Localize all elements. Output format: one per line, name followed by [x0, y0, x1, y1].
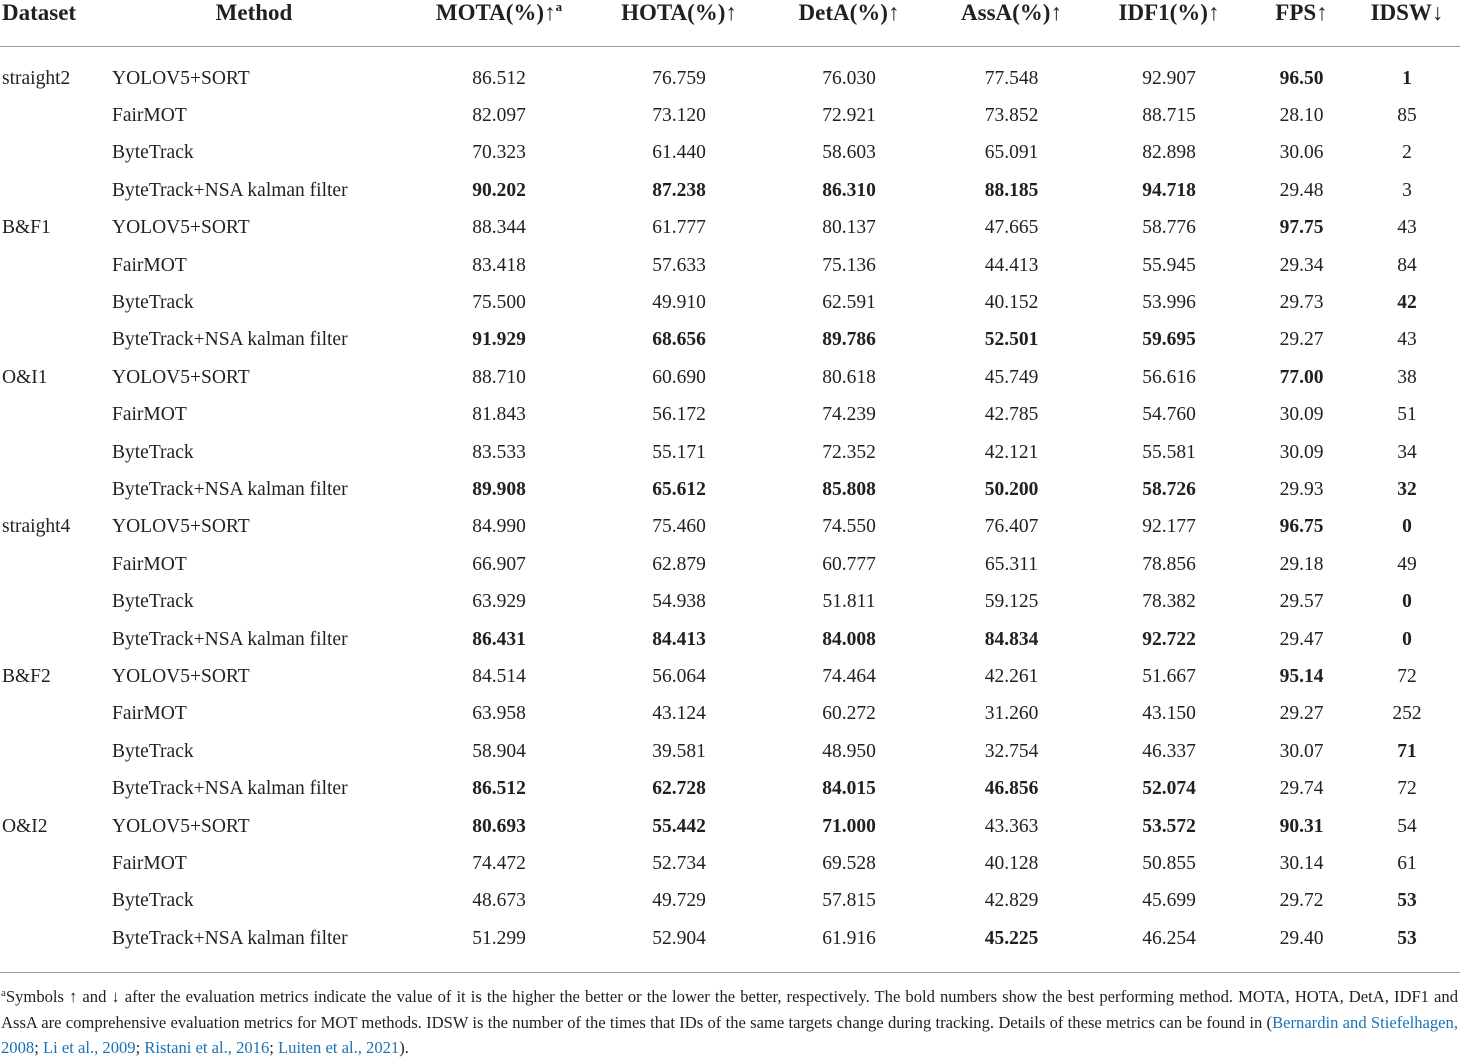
cell-method: ByteTrack	[112, 591, 194, 613]
cell-method: YOLOV5+SORT	[112, 665, 250, 687]
cell-idsw: 72	[1397, 778, 1417, 800]
cell-dataset	[0, 583, 104, 620]
cell-assa: 50.200	[984, 478, 1039, 500]
cell-deta: 80.137	[822, 217, 876, 239]
cell-idf1: 56.616	[1142, 366, 1196, 388]
cell-method: ByteTrack+NSA kalman filter	[112, 927, 348, 949]
table-row	[0, 172, 1460, 209]
citation-link-bernardin[interactable]: Bernardin and Stiefelhagen, 2008	[1, 1012, 1458, 1057]
cell-hota: 43.124	[652, 703, 706, 725]
header-dataset: Dataset	[2, 0, 77, 25]
cell-mota: 75.500	[472, 292, 526, 314]
cell-mota: 81.843	[472, 404, 526, 426]
cell-idf1: 53.996	[1142, 292, 1196, 314]
table-footnote	[1, 984, 1458, 1061]
cell-method: ByteTrack	[112, 441, 194, 463]
cell-dataset	[0, 845, 104, 882]
cell-assa: 40.152	[984, 292, 1039, 314]
cell-assa: 31.260	[984, 703, 1039, 725]
cell-deta: 89.786	[822, 329, 876, 351]
cell-hota: 65.612	[652, 478, 706, 500]
cell-deta: 71.000	[822, 815, 876, 837]
table-row	[0, 135, 1460, 172]
cell-fps: 30.09	[1279, 404, 1324, 426]
table-row	[0, 883, 1460, 920]
cell-idsw: 32	[1397, 478, 1417, 500]
cell-hota: 60.690	[652, 366, 706, 388]
header-row	[0, 0, 1460, 47]
cell-fps: 77.00	[1279, 366, 1324, 388]
cell-deta: 84.008	[822, 628, 876, 650]
cell-deta: 60.777	[822, 553, 876, 575]
cell-idsw: 43	[1397, 217, 1417, 239]
table-row	[0, 658, 1460, 695]
header-method: Method	[215, 0, 293, 25]
cell-fps: 30.09	[1279, 441, 1324, 463]
cell-method: YOLOV5+SORT	[112, 516, 250, 538]
cell-dataset	[0, 920, 104, 957]
cell-deta: 74.550	[822, 516, 876, 538]
table-bottom-rule	[0, 972, 1460, 973]
cell-idf1: 92.907	[1142, 67, 1196, 89]
cell-idf1: 54.760	[1142, 404, 1196, 426]
cell-assa: 77.548	[984, 67, 1039, 89]
cell-assa: 84.834	[984, 628, 1039, 650]
cell-mota: 70.323	[472, 142, 526, 164]
cell-deta: 57.815	[822, 890, 876, 912]
cell-dataset	[0, 621, 104, 658]
cell-method: FairMOT	[112, 105, 187, 127]
citation-separator: ;	[269, 1038, 279, 1057]
cell-idsw: 61	[1397, 852, 1417, 874]
cell-deta: 80.618	[822, 366, 876, 388]
cell-method: ByteTrack+NSA kalman filter	[112, 778, 348, 800]
cell-idf1: 43.150	[1142, 703, 1196, 725]
cell-mota: 48.673	[472, 890, 526, 912]
cell-fps: 97.75	[1279, 217, 1324, 239]
cell-hota: 84.413	[652, 628, 706, 650]
cell-fps: 30.14	[1279, 852, 1324, 874]
footnote-end: ).	[399, 1038, 409, 1057]
cell-hota: 56.064	[652, 665, 706, 687]
cell-method: ByteTrack	[112, 890, 194, 912]
header-assa: AssA(%)↑	[961, 0, 1062, 25]
cell-idf1: 58.726	[1142, 478, 1196, 500]
cell-mota: 82.097	[472, 105, 526, 127]
table-row	[0, 284, 1460, 321]
cell-dataset: straight2	[2, 67, 71, 89]
cell-method: YOLOV5+SORT	[112, 67, 250, 89]
cell-dataset	[0, 471, 104, 508]
cell-assa: 46.856	[984, 778, 1039, 800]
cell-fps: 29.72	[1279, 890, 1324, 912]
cell-deta: 85.808	[822, 478, 876, 500]
cell-mota: 90.202	[472, 179, 526, 201]
cell-mota: 51.299	[472, 927, 526, 949]
table-row	[0, 583, 1460, 620]
cell-assa: 65.311	[985, 553, 1038, 575]
cell-dataset: O&I2	[2, 815, 48, 837]
cell-fps: 29.74	[1279, 778, 1324, 800]
cell-hota: 52.734	[652, 852, 706, 874]
cell-fps: 29.73	[1279, 292, 1324, 314]
cell-fps: 96.50	[1279, 67, 1324, 89]
cell-dataset	[0, 696, 104, 733]
cell-hota: 68.656	[652, 329, 706, 351]
cell-method: ByteTrack	[112, 292, 194, 314]
cell-mota: 58.904	[472, 740, 526, 762]
cell-hota: 49.729	[652, 890, 706, 912]
cell-idf1: 82.898	[1142, 142, 1196, 164]
cell-hota: 54.938	[652, 591, 706, 613]
header-mota	[404, 0, 594, 47]
cell-idf1: 58.776	[1142, 217, 1196, 239]
cell-hota: 75.460	[652, 516, 706, 538]
cell-fps: 30.06	[1279, 142, 1324, 164]
cell-assa: 73.852	[984, 105, 1039, 127]
cell-idsw: 2	[1402, 142, 1412, 164]
cell-idf1: 45.699	[1142, 890, 1196, 912]
header-deta: DetA(%)↑	[798, 0, 900, 25]
cell-idsw: 84	[1397, 254, 1417, 276]
cell-deta: 74.464	[822, 665, 876, 687]
cell-dataset	[0, 434, 104, 471]
cell-idsw: 71	[1397, 740, 1417, 762]
cell-mota: 83.418	[472, 254, 526, 276]
cell-assa: 42.785	[984, 404, 1039, 426]
cell-assa: 52.501	[984, 329, 1039, 351]
cell-assa: 42.121	[984, 441, 1039, 463]
cell-idf1: 55.581	[1142, 441, 1196, 463]
cell-idf1: 55.945	[1142, 254, 1196, 276]
cell-assa: 47.665	[984, 217, 1039, 239]
citation-separator: ;	[34, 1038, 43, 1057]
table-row	[0, 397, 1460, 434]
cell-hota: 87.238	[652, 179, 706, 201]
cell-idsw: 0	[1402, 628, 1412, 650]
cell-mota: 74.472	[472, 852, 526, 874]
cell-dataset: O&I1	[2, 366, 48, 388]
cell-dataset	[0, 733, 104, 770]
cell-hota: 56.172	[652, 404, 706, 426]
cell-fps: 29.48	[1279, 179, 1324, 201]
table-row	[0, 47, 1460, 98]
table-row	[0, 808, 1460, 845]
cell-deta: 48.950	[822, 740, 876, 762]
cell-mota: 80.693	[472, 815, 526, 837]
table-row	[0, 97, 1460, 134]
header-fps: FPS↑	[1275, 0, 1328, 25]
cell-assa: 88.185	[984, 179, 1039, 201]
cell-idsw: 252	[1392, 703, 1422, 725]
cell-deta: 74.239	[822, 404, 876, 426]
cell-assa: 42.829	[984, 890, 1039, 912]
cell-idf1: 92.177	[1142, 516, 1196, 538]
cell-fps: 95.14	[1279, 665, 1324, 687]
footnote-marker: a	[1, 987, 6, 999]
header-idf1: IDF1(%)↑	[1118, 0, 1220, 25]
table-row	[0, 546, 1460, 583]
table-row	[0, 845, 1460, 882]
cell-dataset	[0, 322, 104, 359]
cell-assa: 76.407	[984, 516, 1039, 538]
cell-mota: 88.710	[472, 366, 526, 388]
cell-mota: 63.929	[472, 591, 526, 613]
table-row	[0, 733, 1460, 770]
cell-method: ByteTrack	[112, 142, 194, 164]
cell-method: YOLOV5+SORT	[112, 366, 250, 388]
cell-dataset	[0, 546, 104, 583]
cell-fps: 29.57	[1279, 591, 1324, 613]
cell-mota: 66.907	[472, 553, 526, 575]
cell-deta: 58.603	[822, 142, 876, 164]
header-hota: HOTA(%)↑	[621, 0, 737, 25]
cell-method: FairMOT	[112, 404, 187, 426]
cell-hota: 49.910	[652, 292, 706, 314]
cell-assa: 42.261	[984, 665, 1039, 687]
cell-idf1: 78.382	[1142, 591, 1196, 613]
header-idsw: IDSW↓	[1370, 0, 1444, 25]
cell-dataset: straight4	[2, 516, 71, 538]
table-row	[0, 471, 1460, 508]
cell-idsw: 43	[1397, 329, 1417, 351]
cell-idf1: 88.715	[1142, 105, 1196, 127]
cell-deta: 72.352	[822, 441, 876, 463]
cell-assa: 65.091	[984, 142, 1039, 164]
cell-hota: 55.171	[652, 441, 706, 463]
cell-assa: 45.225	[984, 927, 1039, 949]
cell-idsw: 72	[1397, 665, 1417, 687]
cell-dataset: B&F1	[2, 217, 51, 239]
table-row	[0, 621, 1460, 658]
cell-fps: 29.27	[1279, 703, 1324, 725]
cell-dataset	[0, 770, 104, 807]
cell-hota: 61.777	[652, 217, 706, 239]
cell-deta: 84.015	[822, 778, 876, 800]
cell-idf1: 52.074	[1142, 778, 1196, 800]
cell-hota: 76.759	[652, 67, 706, 89]
cell-assa: 45.749	[984, 366, 1039, 388]
cell-deta: 62.591	[822, 292, 876, 314]
table-row	[0, 509, 1460, 546]
cell-hota: 62.728	[652, 778, 706, 800]
cell-mota: 63.958	[472, 703, 526, 725]
cell-dataset: B&F2	[2, 665, 51, 687]
cell-idf1: 92.722	[1142, 628, 1196, 650]
cell-idf1: 78.856	[1142, 553, 1196, 575]
cell-fps: 29.34	[1279, 254, 1324, 276]
table-row	[0, 210, 1460, 247]
header-mota-footnote-marker: a	[555, 0, 563, 14]
cell-deta: 60.272	[822, 703, 876, 725]
cell-fps: 29.40	[1279, 927, 1324, 949]
cell-deta: 69.528	[822, 852, 876, 874]
cell-mota: 86.512	[472, 67, 526, 89]
cell-idf1: 53.572	[1142, 815, 1196, 837]
cell-assa: 59.125	[984, 591, 1039, 613]
cell-hota: 55.442	[652, 815, 706, 837]
cell-hota: 62.879	[652, 553, 706, 575]
citation-link-li[interactable]: Li et al., 2009	[42, 1038, 136, 1057]
cell-method: YOLOV5+SORT	[112, 217, 250, 239]
cell-deta: 51.811	[822, 591, 876, 613]
cell-idsw: 42	[1397, 292, 1417, 314]
table-body	[0, 47, 1460, 958]
cell-dataset	[0, 97, 104, 134]
cell-idf1: 50.855	[1142, 852, 1196, 874]
table-row	[0, 920, 1460, 957]
cell-mota: 86.431	[472, 628, 526, 650]
cell-method: ByteTrack+NSA kalman filter	[112, 179, 348, 201]
cell-deta: 76.030	[822, 67, 876, 89]
cell-dataset	[0, 135, 104, 172]
cell-fps: 96.75	[1279, 516, 1324, 538]
cell-fps: 28.10	[1279, 105, 1324, 127]
cell-idf1: 46.337	[1142, 740, 1196, 762]
cell-hota: 61.440	[652, 142, 706, 164]
cell-idsw: 1	[1402, 67, 1412, 89]
cell-mota: 84.514	[472, 665, 526, 687]
cell-hota: 57.633	[652, 254, 706, 276]
cell-idsw: 34	[1397, 441, 1417, 463]
cell-idsw: 54	[1397, 815, 1417, 837]
cell-assa: 43.363	[984, 815, 1039, 837]
cell-idsw: 85	[1397, 105, 1417, 127]
cell-method: YOLOV5+SORT	[112, 815, 250, 837]
cell-fps: 90.31	[1279, 815, 1324, 837]
table-row	[0, 359, 1460, 396]
footnote-text: Symbols ↑ and ↓ after the evaluation metrics indicate the value of it is the higher the better or the lower the better, respectively. The bold numbers show the best performing method. MOTA, HOTA, DetA, IDF1 and AssA are comprehensive evaluation metrics for MOT methods. IDSW is the number of the times that IDs of the same targets change during tracking. Details of these metrics can be found in (	[1, 987, 1458, 1032]
cell-mota: 89.908	[472, 478, 526, 500]
cell-assa: 32.754	[984, 740, 1039, 762]
cell-fps: 29.18	[1279, 553, 1324, 575]
citation-link-luiten[interactable]: Luiten et al., 2021	[278, 1038, 400, 1057]
table-row	[0, 247, 1460, 284]
cell-fps: 29.93	[1279, 478, 1324, 500]
cell-method: ByteTrack+NSA kalman filter	[112, 478, 348, 500]
cell-dataset	[0, 172, 104, 209]
cell-method: ByteTrack+NSA kalman filter	[112, 628, 348, 650]
cell-idsw: 0	[1402, 591, 1412, 613]
cell-deta: 61.916	[822, 927, 876, 949]
cell-method: FairMOT	[112, 254, 187, 276]
cell-method: ByteTrack+NSA kalman filter	[112, 329, 348, 351]
cell-dataset	[0, 247, 104, 284]
cell-dataset	[0, 397, 104, 434]
cell-idsw: 53	[1397, 927, 1417, 949]
cell-deta: 75.136	[822, 254, 876, 276]
cell-mota: 84.990	[472, 516, 526, 538]
cell-dataset	[0, 883, 104, 920]
cell-method: FairMOT	[112, 852, 187, 874]
cell-idsw: 3	[1402, 179, 1412, 201]
citation-link-ristani[interactable]: Ristani et al., 2016	[144, 1038, 270, 1057]
cell-fps: 29.47	[1279, 628, 1324, 650]
citation-separator: ;	[135, 1038, 145, 1057]
cell-assa: 40.128	[984, 852, 1039, 874]
cell-idsw: 53	[1397, 890, 1417, 912]
table-row	[0, 434, 1460, 471]
cell-fps: 29.27	[1279, 329, 1324, 351]
cell-idf1: 94.718	[1142, 179, 1196, 201]
cell-idf1: 46.254	[1142, 927, 1196, 949]
cell-deta: 86.310	[822, 179, 876, 201]
cell-mota: 86.512	[472, 778, 526, 800]
cell-method: FairMOT	[112, 553, 187, 575]
table-row	[0, 770, 1460, 807]
cell-hota: 39.581	[652, 740, 706, 762]
cell-idsw: 38	[1397, 366, 1417, 388]
table-row	[0, 696, 1460, 733]
header-mota-label: MOTA(%)↑	[435, 0, 556, 25]
cell-idf1: 51.667	[1142, 665, 1196, 687]
cell-mota: 88.344	[472, 217, 526, 239]
cell-method: FairMOT	[112, 703, 187, 725]
cell-idsw: 49	[1397, 553, 1417, 575]
cell-mota: 91.929	[472, 329, 526, 351]
cell-deta: 72.921	[822, 105, 876, 127]
cell-dataset	[0, 284, 104, 321]
cell-idsw: 0	[1402, 516, 1412, 538]
cell-idsw: 51	[1397, 404, 1417, 426]
table-row	[0, 322, 1460, 359]
cell-idf1: 59.695	[1142, 329, 1196, 351]
cell-fps: 30.07	[1279, 740, 1324, 762]
cell-hota: 52.904	[652, 927, 706, 949]
cell-method: ByteTrack	[112, 740, 194, 762]
cell-hota: 73.120	[652, 105, 706, 127]
cell-mota: 83.533	[472, 441, 526, 463]
cell-assa: 44.413	[984, 254, 1039, 276]
